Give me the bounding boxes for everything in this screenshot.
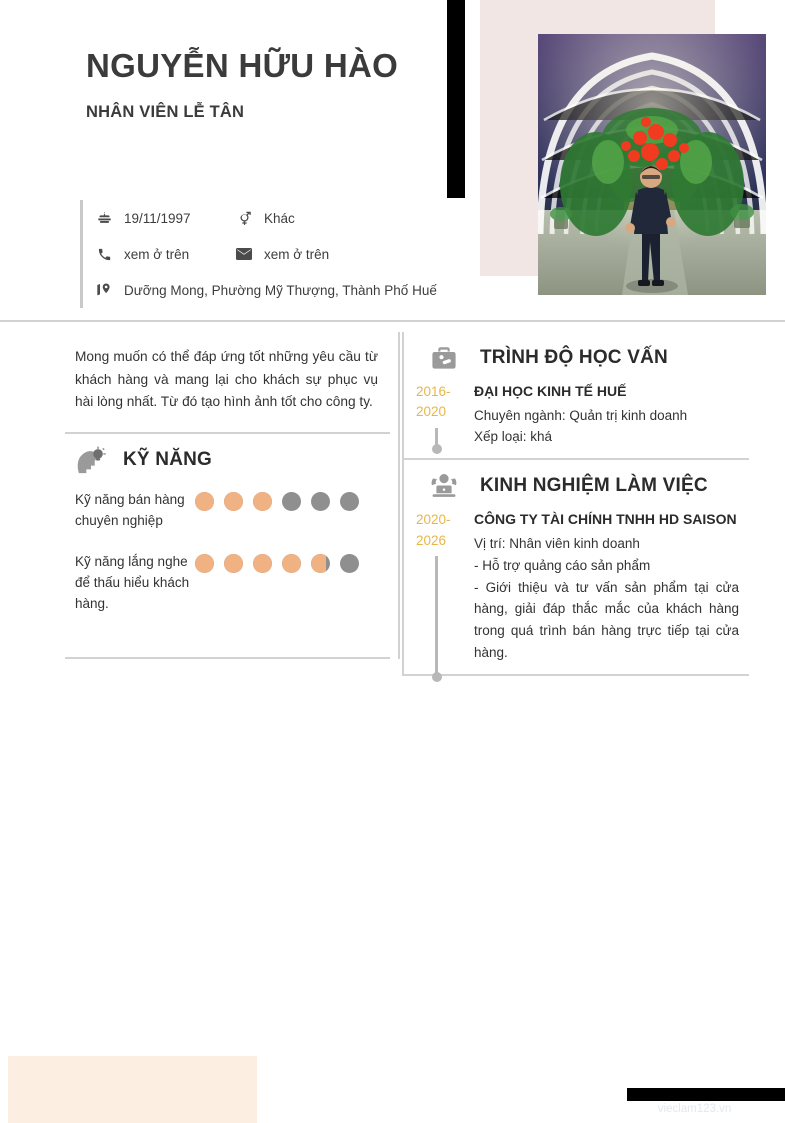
map-marker-icon xyxy=(93,280,115,300)
right-column xyxy=(402,332,749,676)
contact-phone xyxy=(93,244,233,264)
rating-dot xyxy=(340,492,359,511)
cv-body xyxy=(0,322,785,792)
rating-dot xyxy=(195,492,214,511)
rating-dot xyxy=(282,492,301,511)
footer-black-accent-bar xyxy=(627,1088,785,1101)
education-section-title: TRÌNH ĐỘ HỌC VẤN xyxy=(480,347,668,368)
contact-gender xyxy=(233,208,295,228)
contact-birthday xyxy=(93,208,233,228)
person-desk-icon xyxy=(416,472,472,500)
education-detail-line: Xếp loại: khá xyxy=(474,429,553,445)
gender-icon xyxy=(233,208,255,228)
education-entry xyxy=(404,378,749,458)
skills-section-header xyxy=(65,434,390,480)
birthday-cake-icon xyxy=(93,208,115,228)
profile-photo-image xyxy=(538,34,766,295)
skill-rating-dots xyxy=(195,490,359,511)
rating-dot xyxy=(282,554,301,573)
rating-dot-fill xyxy=(253,554,272,573)
rating-dot-fill xyxy=(253,492,272,511)
contact-gender-value: Khác xyxy=(264,210,295,226)
skill-rating-dots xyxy=(195,552,359,573)
timeline-line xyxy=(435,428,438,448)
head-lightbulb-icon xyxy=(75,446,115,474)
experience-organization: CÔNG TY TÀI CHÍNH TNHH HD SAISON xyxy=(474,511,737,528)
contact-phone-value: xem ở trên xyxy=(124,246,190,262)
contact-address-value: Dưỡng Mong, Phường Mỹ Thượng, Thành Phố Huế xyxy=(124,282,437,298)
rating-dot xyxy=(195,554,214,573)
rating-dot xyxy=(253,492,272,511)
contact-info xyxy=(80,200,460,308)
briefcase-icon xyxy=(416,344,472,372)
rating-dot-fill xyxy=(195,492,214,511)
contact-address xyxy=(93,280,437,300)
rating-dot-fill xyxy=(282,554,301,573)
watermark: vieclam123.vn xyxy=(657,1103,732,1115)
education-entry-body xyxy=(472,382,739,448)
contact-email xyxy=(233,244,329,264)
cv-header xyxy=(0,0,785,322)
rating-dot xyxy=(253,554,272,573)
contact-email-value: xem ở trên xyxy=(264,246,330,262)
rating-dot xyxy=(224,554,243,573)
rating-dot xyxy=(311,492,330,511)
skills-section-title: KỸ NĂNG xyxy=(123,449,213,471)
rating-dot-fill xyxy=(311,554,326,573)
contact-birthday-value: 19/11/1997 xyxy=(124,210,191,226)
career-objective-text: Mong muốn có thể đáp ứng tốt những yêu cầu từ khách hàng và mang lại cho khách sự phục vụ hài lòng nhất. Từ đó tạo hình ảnh tốt cho công ty. xyxy=(75,349,378,410)
timeline-line xyxy=(435,556,438,676)
skill-item xyxy=(75,490,382,532)
skills-list xyxy=(65,480,390,657)
experience-entry-body xyxy=(472,510,739,664)
education-section-header xyxy=(404,332,749,378)
rating-dot xyxy=(224,492,243,511)
experience-entry xyxy=(404,506,749,674)
header-black-accent-bar xyxy=(447,0,465,198)
rating-dot xyxy=(311,554,330,573)
divider xyxy=(65,657,390,659)
rating-dot-fill xyxy=(195,554,214,573)
name-block xyxy=(86,42,436,122)
experience-detail-line: - Hỗ trợ quảng cáo sản phẩm xyxy=(474,557,651,573)
rating-dot-fill xyxy=(224,554,243,573)
rating-dot xyxy=(340,554,359,573)
footer-peach-accent-block xyxy=(8,1056,257,1123)
candidate-job-title: NHÂN VIÊN LỄ TÂN xyxy=(86,102,245,121)
divider xyxy=(402,674,749,676)
experience-detail-line: Vị trí: Nhân viên kinh doanh xyxy=(474,535,640,551)
contact-row xyxy=(93,236,460,272)
education-organization: ĐẠI HỌC KINH TẾ HUẾ xyxy=(474,383,627,399)
contact-row xyxy=(93,272,460,308)
email-icon xyxy=(233,244,255,264)
left-column xyxy=(65,332,400,659)
education-detail-line: Chuyên ngành: Quản trị kinh doanh xyxy=(474,407,688,423)
experience-section-title: KINH NGHIỆM LÀM VIỆC xyxy=(480,475,708,497)
phone-icon xyxy=(93,244,115,264)
experience-entry-date: 2020-2026 xyxy=(416,510,472,664)
education-entry-date: 2016-2020 xyxy=(416,382,472,448)
rating-dot-fill xyxy=(224,492,243,511)
skill-label: Kỹ năng bán hàng chuyên nghiệp xyxy=(75,492,185,529)
candidate-name: NGUYỄN HỮU HÀO xyxy=(86,47,399,84)
experience-detail-line: - Giới thiệu và tư vấn sản phẩm tại cửa hàng, giải đáp thắc mắc của khách hàng trong quá trình bán hàng trực tiếp tại cửa hàng. xyxy=(474,579,739,661)
skill-item xyxy=(75,552,382,615)
profile-photo xyxy=(538,34,766,295)
contact-row xyxy=(93,200,460,236)
experience-section-header xyxy=(404,460,749,506)
skill-label: Kỹ năng lắng nghe để thấu hiểu khách hàng. xyxy=(75,554,190,611)
